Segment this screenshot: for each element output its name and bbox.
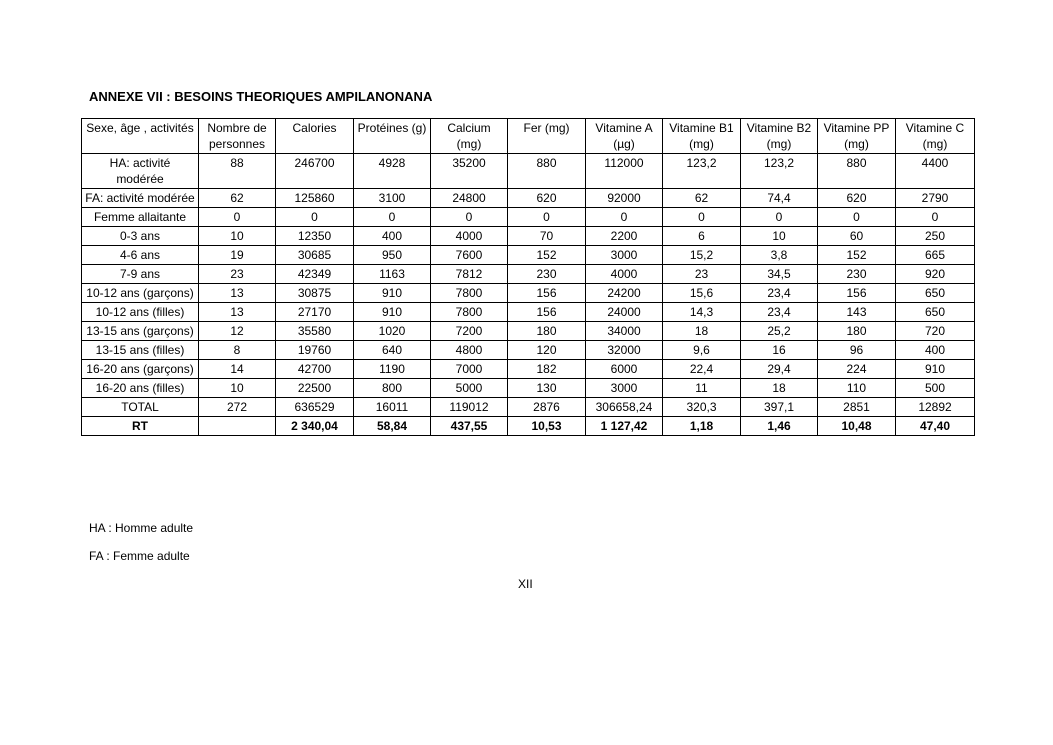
table-row — [82, 265, 975, 284]
table-cell: 88 — [199, 154, 276, 189]
table-cell: 3100 — [354, 189, 431, 208]
column-header: Sexe, âge , activités — [82, 119, 199, 154]
table-cell: 18 — [741, 379, 818, 398]
table-cell: 11 — [663, 379, 741, 398]
table-cell: 152 — [508, 246, 586, 265]
table-cell: 180 — [508, 322, 586, 341]
table-cell: 110 — [818, 379, 896, 398]
page-title: ANNEXE VII : BESOINS THEORIQUES AMPILANONANA — [89, 89, 433, 104]
table-cell: 15,6 — [663, 284, 741, 303]
table-cell: 7000 — [431, 360, 508, 379]
table-cell: 42349 — [276, 265, 354, 284]
table-cell: 13 — [199, 284, 276, 303]
table-cell: 119012 — [431, 398, 508, 417]
table-cell: 130 — [508, 379, 586, 398]
table-cell: 2790 — [896, 189, 975, 208]
table-cell: 640 — [354, 341, 431, 360]
table-cell: 397,1 — [741, 398, 818, 417]
table-cell: 6000 — [586, 360, 663, 379]
table-cell: 7600 — [431, 246, 508, 265]
table-row — [82, 246, 975, 265]
table-cell: 16 — [741, 341, 818, 360]
table-cell: 950 — [354, 246, 431, 265]
table-cell: 246700 — [276, 154, 354, 189]
nutrition-needs-table — [81, 118, 975, 436]
table-cell: 13 — [199, 303, 276, 322]
table-cell: 0 — [354, 208, 431, 227]
table-cell: 2200 — [586, 227, 663, 246]
table-cell: 12892 — [896, 398, 975, 417]
column-header: Calories — [276, 119, 354, 154]
table-cell: 10 — [199, 227, 276, 246]
table-cell: 32000 — [586, 341, 663, 360]
table-cell: 1190 — [354, 360, 431, 379]
column-header: Nombre de personnes — [199, 119, 276, 154]
table-cell: 23,4 — [741, 303, 818, 322]
table-cell: 4800 — [431, 341, 508, 360]
table-cell: 0 — [741, 208, 818, 227]
table-cell: 92000 — [586, 189, 663, 208]
table-cell: Femme allaitante — [82, 208, 199, 227]
table-cell: 35200 — [431, 154, 508, 189]
table-cell: 650 — [896, 303, 975, 322]
table-cell: 156 — [818, 284, 896, 303]
table-cell: 7800 — [431, 284, 508, 303]
table-row — [82, 341, 975, 360]
table-cell: 800 — [354, 379, 431, 398]
table-cell: 920 — [896, 265, 975, 284]
table-cell: 10,48 — [818, 417, 896, 436]
table-cell: 4928 — [354, 154, 431, 189]
table-cell: 30875 — [276, 284, 354, 303]
table-cell: 320,3 — [663, 398, 741, 417]
table-cell: 7200 — [431, 322, 508, 341]
column-header: Vitamine C (mg) — [896, 119, 975, 154]
table-cell: 24800 — [431, 189, 508, 208]
table-cell: 29,4 — [741, 360, 818, 379]
table-cell: 0-3 ans — [82, 227, 199, 246]
table-cell: 12350 — [276, 227, 354, 246]
table-cell: 13-15 ans (garçons) — [82, 322, 199, 341]
legend-note-fa: FA : Femme adulte — [89, 549, 190, 563]
table-cell: 400 — [896, 341, 975, 360]
table-cell: 23 — [199, 265, 276, 284]
table-cell: 0 — [586, 208, 663, 227]
page-number: XII — [518, 577, 533, 591]
table-cell: 636529 — [276, 398, 354, 417]
table-cell: 400 — [354, 227, 431, 246]
table-cell: 47,40 — [896, 417, 975, 436]
table-cell: 1,18 — [663, 417, 741, 436]
table-cell: 96 — [818, 341, 896, 360]
table-cell: 18 — [663, 322, 741, 341]
table-cell: 30685 — [276, 246, 354, 265]
table-cell: 0 — [508, 208, 586, 227]
table-row — [82, 208, 975, 227]
table-cell: 16-20 ans (garçons) — [82, 360, 199, 379]
table-cell: 1020 — [354, 322, 431, 341]
table-cell: 24200 — [586, 284, 663, 303]
table-cell: 0 — [431, 208, 508, 227]
table-row — [82, 189, 975, 208]
table-cell: 4000 — [586, 265, 663, 284]
table-cell: 62 — [199, 189, 276, 208]
rt-row — [82, 417, 975, 436]
table-cell: HA: activité modérée — [82, 154, 199, 189]
table-cell: 112000 — [586, 154, 663, 189]
table-cell: 24000 — [586, 303, 663, 322]
table-cell: 7-9 ans — [82, 265, 199, 284]
table-row — [82, 379, 975, 398]
table-cell: 2876 — [508, 398, 586, 417]
table-cell: 1 127,42 — [586, 417, 663, 436]
table-cell: RT — [82, 417, 199, 436]
table-cell: 500 — [896, 379, 975, 398]
column-header: Vitamine PP (mg) — [818, 119, 896, 154]
table-cell: 70 — [508, 227, 586, 246]
column-header: Vitamine B2 (mg) — [741, 119, 818, 154]
table-cell: 7800 — [431, 303, 508, 322]
table-cell: 25,2 — [741, 322, 818, 341]
column-header: Protéines (g) — [354, 119, 431, 154]
table-cell: 0 — [818, 208, 896, 227]
table-cell: 14 — [199, 360, 276, 379]
table-row — [82, 322, 975, 341]
table-cell: 156 — [508, 303, 586, 322]
table-cell: 60 — [818, 227, 896, 246]
column-header: Vitamine A (µg) — [586, 119, 663, 154]
table-cell: 910 — [896, 360, 975, 379]
table-cell: 620 — [508, 189, 586, 208]
legend-note-ha: HA : Homme adulte — [89, 521, 194, 535]
column-header: Fer (mg) — [508, 119, 586, 154]
table-cell: 10 — [199, 379, 276, 398]
table-cell: 156 — [508, 284, 586, 303]
table-header-row — [82, 119, 975, 154]
table-cell: 23,4 — [741, 284, 818, 303]
table-cell: 0 — [276, 208, 354, 227]
table-cell: 5000 — [431, 379, 508, 398]
table-cell: 230 — [818, 265, 896, 284]
table-cell: 12 — [199, 322, 276, 341]
table-cell: 2 340,04 — [276, 417, 354, 436]
table-cell: 143 — [818, 303, 896, 322]
table-cell: 250 — [896, 227, 975, 246]
table-cell: 880 — [508, 154, 586, 189]
table-cell: 123,2 — [741, 154, 818, 189]
table-cell: 42700 — [276, 360, 354, 379]
table-cell: 27170 — [276, 303, 354, 322]
table-cell: 23 — [663, 265, 741, 284]
table-cell: 224 — [818, 360, 896, 379]
table-cell: 9,6 — [663, 341, 741, 360]
table-cell: 10-12 ans (filles) — [82, 303, 199, 322]
table-cell: 62 — [663, 189, 741, 208]
table-cell: FA: activité modérée — [82, 189, 199, 208]
table-cell: 10-12 ans (garçons) — [82, 284, 199, 303]
table-cell: 880 — [818, 154, 896, 189]
column-header: Calcium (mg) — [431, 119, 508, 154]
table-cell: 665 — [896, 246, 975, 265]
table-cell: 19760 — [276, 341, 354, 360]
table-row — [82, 360, 975, 379]
table-cell: 1,46 — [741, 417, 818, 436]
table-cell: 4-6 ans — [82, 246, 199, 265]
table-cell: 3,8 — [741, 246, 818, 265]
table-cell: 437,55 — [431, 417, 508, 436]
table-cell: 35580 — [276, 322, 354, 341]
table-cell: 650 — [896, 284, 975, 303]
table-row — [82, 303, 975, 322]
table-cell: 58,84 — [354, 417, 431, 436]
table-row — [82, 284, 975, 303]
table-cell: 3000 — [586, 246, 663, 265]
table-cell: 16011 — [354, 398, 431, 417]
table-row — [82, 227, 975, 246]
table-cell: 0 — [199, 208, 276, 227]
table-cell: 19 — [199, 246, 276, 265]
table-cell — [199, 417, 276, 436]
table-cell: 34,5 — [741, 265, 818, 284]
column-header: Vitamine B1 (mg) — [663, 119, 741, 154]
table-cell: 22500 — [276, 379, 354, 398]
table-cell: 0 — [663, 208, 741, 227]
table-cell: 16-20 ans (filles) — [82, 379, 199, 398]
table-cell: 152 — [818, 246, 896, 265]
table-cell: 6 — [663, 227, 741, 246]
table-cell: 7812 — [431, 265, 508, 284]
table-cell: 180 — [818, 322, 896, 341]
table-cell: 10,53 — [508, 417, 586, 436]
table-cell: 3000 — [586, 379, 663, 398]
table-cell: 14,3 — [663, 303, 741, 322]
table-cell: 123,2 — [663, 154, 741, 189]
table-cell: TOTAL — [82, 398, 199, 417]
table-cell: 182 — [508, 360, 586, 379]
table-cell: 15,2 — [663, 246, 741, 265]
table-cell: 720 — [896, 322, 975, 341]
table-cell: 13-15 ans (filles) — [82, 341, 199, 360]
table-cell: 0 — [896, 208, 975, 227]
table-cell: 4400 — [896, 154, 975, 189]
table-cell: 74,4 — [741, 189, 818, 208]
table-cell: 272 — [199, 398, 276, 417]
table-cell: 910 — [354, 303, 431, 322]
table-cell: 22,4 — [663, 360, 741, 379]
table-cell: 910 — [354, 284, 431, 303]
table-cell: 2851 — [818, 398, 896, 417]
table-cell: 125860 — [276, 189, 354, 208]
table-cell: 8 — [199, 341, 276, 360]
table-cell: 306658,24 — [586, 398, 663, 417]
total-row — [82, 398, 975, 417]
table-cell: 34000 — [586, 322, 663, 341]
table-cell: 1163 — [354, 265, 431, 284]
table-row — [82, 154, 975, 189]
table-cell: 230 — [508, 265, 586, 284]
table-cell: 10 — [741, 227, 818, 246]
table-cell: 4000 — [431, 227, 508, 246]
table-cell: 620 — [818, 189, 896, 208]
table-cell: 120 — [508, 341, 586, 360]
